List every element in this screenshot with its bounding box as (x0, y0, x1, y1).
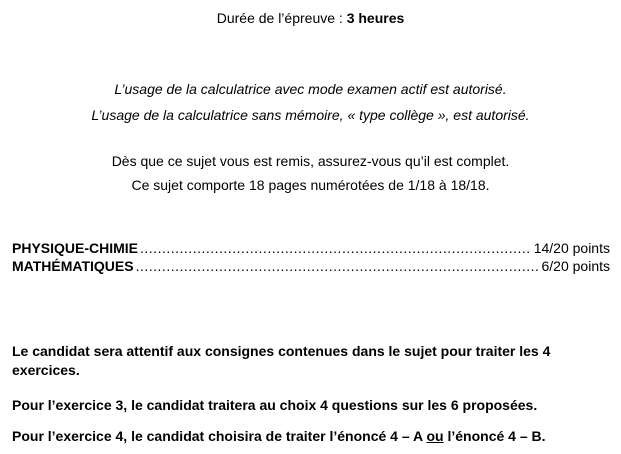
instruction-exercises: Le candidat sera attentif aux consignes contenues dans le sujet pour traiter les 4 exercices. (12, 343, 551, 378)
dot-leader (140, 240, 532, 256)
emphasis-ou: ou (426, 428, 444, 444)
dot-leader (136, 258, 540, 274)
completeness-notice-1: Dès que ce sujet vous est remis, assurez-vous qu’il est complet. (111, 153, 510, 169)
exam-duration (0, 9, 621, 27)
score-row-physique-chimie (12, 240, 610, 256)
instruction-text: Pour l’exercice 4, le candidat choisira de traiter l’énoncé 4 – A (12, 428, 427, 444)
subject-points: 6/20 points (541, 258, 610, 274)
duration-label: Durée de l’épreuve : (216, 10, 347, 26)
completeness-notice-2: Ce sujet comporte 18 pages numérotées de 1/18 à 18/18. (131, 177, 490, 193)
calculator-rule-1: L’usage de la calculatrice avec mode examen actif est autorisé. (114, 81, 507, 97)
instruction-exercise-4 (12, 427, 610, 446)
subject-points: 14/20 points (533, 240, 610, 256)
duration-value: 3 heures (346, 10, 405, 26)
score-row-mathematiques (12, 258, 610, 274)
instruction-exercise-3: Pour l’exercice 3, le candidat traitera au choix 4 questions sur les 6 proposées. (12, 397, 538, 413)
instruction-text-end: l’énoncé 4 – B. (443, 428, 546, 444)
subject-name: MATHÉMATIQUES (12, 258, 134, 274)
subject-name: PHYSIQUE-CHIMIE (12, 240, 139, 256)
calculator-rule-2: L’usage de la calculatrice sans mémoire, « type collège », est autorisé. (91, 107, 530, 123)
